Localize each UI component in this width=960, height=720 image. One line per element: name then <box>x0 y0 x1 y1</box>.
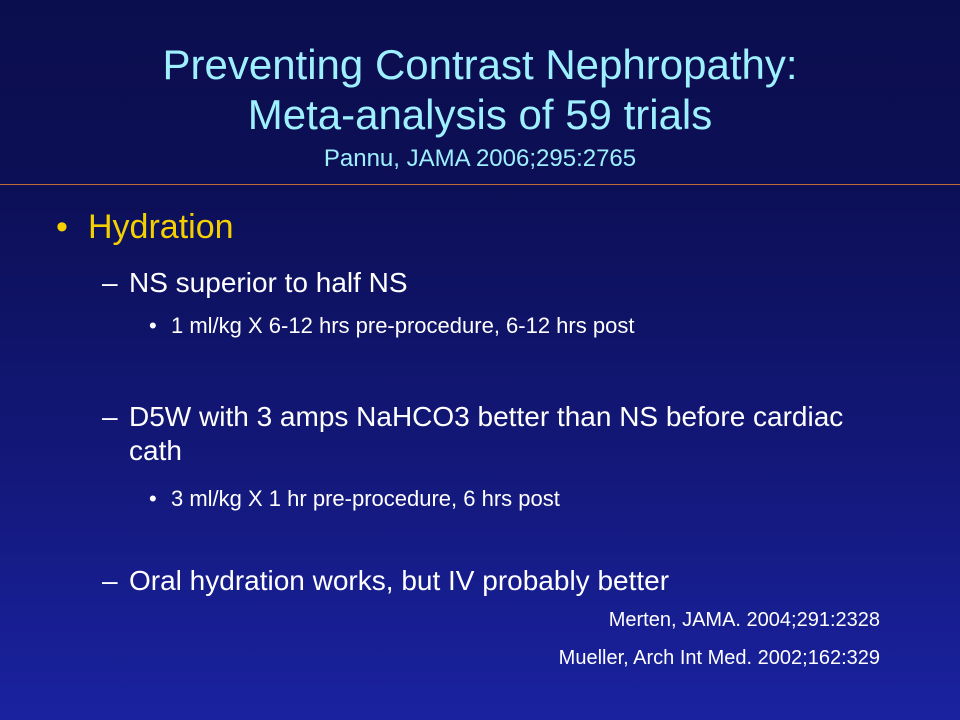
sub-sub-item-2 <box>149 485 560 513</box>
sub-sub-item-2-text: 3 ml/kg X 1 hr pre-procedure, 6 hrs post <box>171 486 560 511</box>
main-bullet <box>56 206 234 248</box>
dash-icon: – <box>102 267 118 298</box>
main-bullet-text: Hydration <box>88 208 234 246</box>
bullet-icon: • <box>56 208 68 246</box>
sub-item-2 <box>102 400 862 468</box>
slide-title <box>0 40 960 176</box>
title-line-2: Meta-analysis of 59 trials <box>247 91 713 138</box>
dash-icon: – <box>102 565 118 596</box>
title-citation: Pannu, JAMA 2006;295:2765 <box>323 145 637 172</box>
sub-sub-item-1-text: 1 ml/kg X 6-12 hrs pre-procedure, 6-12 hrs post <box>171 313 635 338</box>
sub-item-2-text: D5W with 3 amps NaHCO3 better than NS before cardiac cath <box>129 401 844 466</box>
sub-item-3 <box>102 564 669 598</box>
reference-1: Merten, JAMA. 2004;291:2328 <box>608 609 880 631</box>
bullet-icon: • <box>149 313 157 338</box>
title-line-1: Preventing Contrast Nephropathy: <box>162 41 798 88</box>
dash-icon: – <box>102 401 118 432</box>
sub-item-1 <box>102 266 408 300</box>
sub-sub-item-1 <box>149 312 634 340</box>
bullet-icon: • <box>149 486 157 511</box>
sub-item-1-text: NS superior to half NS <box>129 267 408 298</box>
sub-item-3-text: Oral hydration works, but IV probably better <box>129 565 670 596</box>
title-divider <box>0 184 960 185</box>
reference-2: Mueller, Arch Int Med. 2002;162:329 <box>558 647 880 669</box>
